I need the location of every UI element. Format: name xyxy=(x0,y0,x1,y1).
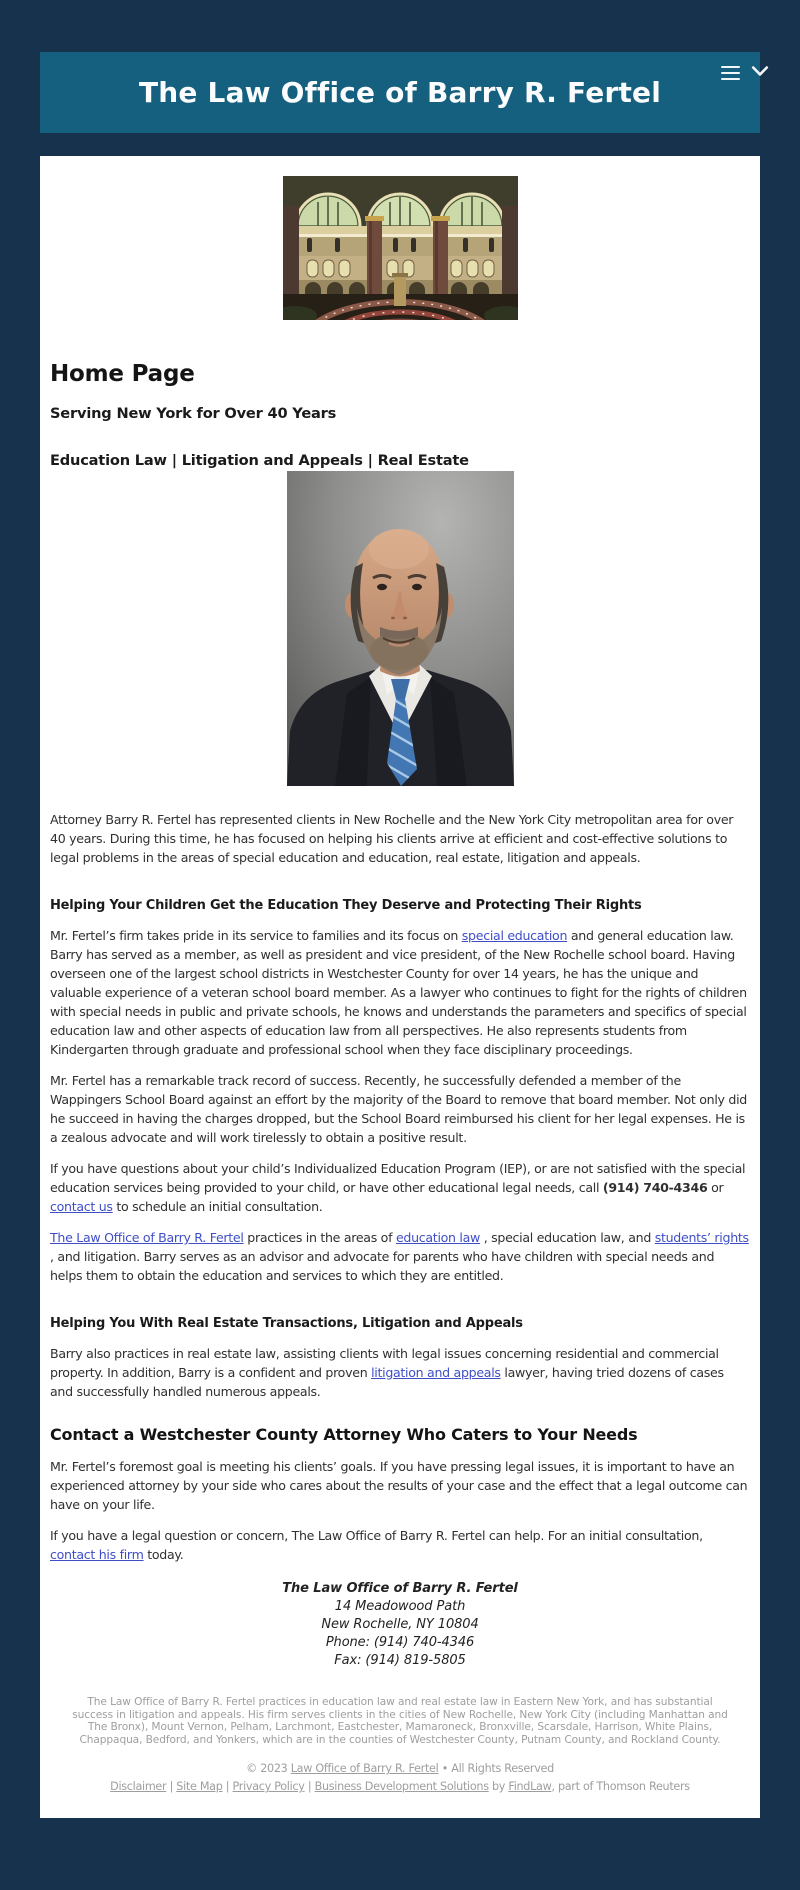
contact-section-heading: Contact a Westchester County Attorney Who Caters to Your Needs xyxy=(50,1425,638,1444)
firm-name: The Law Office of Barry R. Fertel xyxy=(282,1581,518,1596)
privacy-policy-link[interactable]: Privacy Policy xyxy=(232,1780,305,1794)
main-content xyxy=(40,156,760,1818)
text-run: If you have questions about your child’s Individualized Education Program (IEP), or are not satisfied with the special education services being provided to your child, or have other educational legal needs, call xyxy=(50,1161,746,1195)
text-run: Attorney Barry R. Fertel has represented clients in New Rochelle and the New York City metropolitan area for over 40 years. During this time, he has focused on helping his clients arrive at efficient and cost-effective solutions to legal problems in the areas of special education and education, real estate, litigation and appeals. xyxy=(50,812,734,865)
text-run: and general education law. Barry has served as a member, as well as president and vice president, of the New Rochelle school board. Having overseen one of the largest school districts in Westchester County for over 14 years, he has the unique and valuable experience of a veteran school board member. As a lawyer who continues to fight for the rights of children with special needs in public and private schools, he knows and understands the parameters and specifics of special education law and other aspects of education law from all perspectives. He also represents students from Kindergarten through graduate and professional school when they face disciplinary proceedings. xyxy=(50,928,747,1057)
hamburger-menu-icon xyxy=(721,66,740,81)
disclaimer-link[interactable]: Disclaimer xyxy=(110,1780,167,1794)
text-run: Mr. Fertel has a remarkable track record of success. Recently, he successfully defended a member of the Wappingers School Board against an effort by the majority of the Board to remove that board member. Not only did he succeed in having the charges dropped, but the School Board reimbursed his client for her legal expenses. He is a zealous advocate and will work tirelessly to obtain a positive result. xyxy=(50,1073,747,1145)
text-run: (914) 740-4346 xyxy=(602,1180,708,1195)
text-run: Mr. Fertel’s firm takes pride in its service to families and its focus on xyxy=(50,928,462,943)
contact-address-block xyxy=(50,1580,750,1670)
text-run: or xyxy=(707,1180,724,1195)
hamburger-bar xyxy=(721,78,740,81)
practice-areas-paragraph xyxy=(50,1228,750,1285)
footer-disclaimer: The Law Office of Barry R. Fertel practices in education law and real estate law in Eastern New York, and has substantial success in litigation and appeals. His firm serves clients in the cities of New Rochelle, New York City (including Manhattan and The Bronx), Mount Vernon, Pelham, Larchmont, Eastchester, Mamaroneck, Bronxville, Scarsdale, Harrison, White Plains, Chappaqua, Bedford, and Yonkers, which are in the counties of Westchester County, Putnam County, and Rockland County. xyxy=(72,1696,728,1746)
special-education-link[interactable]: special education xyxy=(461,928,568,943)
copyright-firm-link[interactable]: Law Office of Barry R. Fertel xyxy=(290,1762,439,1776)
copyright-line xyxy=(50,1762,750,1776)
text-run: today. xyxy=(143,1547,184,1562)
text-run: , and litigation. Barry serves as an advisor and advocate for parents who have children with special needs and helps them to obtain the education and services to which they are entitled. xyxy=(50,1249,715,1283)
education-law-link[interactable]: education law xyxy=(395,1230,481,1245)
track-record-paragraph xyxy=(50,1071,750,1147)
real-estate-paragraph xyxy=(50,1344,750,1401)
consultation-paragraph xyxy=(50,1526,750,1564)
footer-links-line xyxy=(50,1780,750,1794)
text-run: lawyer, having tried dozens of cases and successfully handled numerous appeals. xyxy=(50,1365,724,1399)
findlaw-link[interactable]: FindLaw xyxy=(508,1780,552,1794)
fax-number: Fax: (914) 819-5805 xyxy=(334,1653,466,1668)
tagline: Serving New York for Over 40 Years xyxy=(50,405,337,422)
chevron-down-icon xyxy=(751,65,769,78)
iep-paragraph xyxy=(50,1159,750,1216)
address-street: 14 Meadowood Path xyxy=(334,1599,466,1614)
collapse-header-button[interactable] xyxy=(749,63,771,83)
practice-areas-line: Education Law | Litigation and Appeals | Real Estate xyxy=(50,452,469,469)
text-run: , part of Thomson Reuters xyxy=(551,1780,690,1794)
education-section-heading: Helping Your Children Get the Education They Deserve and Protecting Their Rights xyxy=(50,898,642,913)
top-navigation-bar xyxy=(719,60,771,86)
site-header xyxy=(40,52,760,133)
text-run: practices in the areas of xyxy=(243,1230,396,1245)
courtroom-image xyxy=(283,176,518,320)
address-city: New Rochelle, NY 10804 xyxy=(321,1617,479,1632)
text-run: by xyxy=(488,1780,509,1794)
firm-name-link[interactable]: The Law Office of Barry R. Fertel xyxy=(50,1230,244,1245)
page-title: Home Page xyxy=(50,361,195,387)
site-map-link[interactable]: Site Map xyxy=(176,1780,223,1794)
real-estate-section-heading: Helping You With Real Estate Transactions, Litigation and Appeals xyxy=(50,1316,523,1331)
attorney-portrait-illustration xyxy=(287,471,514,786)
text-run: Mr. Fertel’s foremost goal is meeting his clients’ goals. If you have pressing legal issues, it is important to have an experienced attorney by your side who cares about the results of your case and the effect that a legal outcome can have on your life. xyxy=(50,1459,748,1512)
hamburger-bar xyxy=(721,72,740,75)
intro-paragraph xyxy=(50,810,750,867)
phone-number: Phone: (914) 740-4346 xyxy=(325,1635,475,1650)
text-run: Barry also practices in real estate law, assisting clients with legal issues concerning residential and commercial property. In addition, Barry is a confident and proven xyxy=(50,1346,719,1380)
contact-us-link[interactable]: contact us xyxy=(50,1199,113,1214)
students-rights-link[interactable]: students’ rights xyxy=(654,1230,749,1245)
education-paragraph xyxy=(50,926,750,1059)
text-run: , special education law, and xyxy=(480,1230,655,1245)
courtroom-illustration xyxy=(283,176,518,320)
text-run: If you have a legal question or concern, The Law Office of Barry R. Fertel can help. For an initial consultation, xyxy=(50,1528,703,1543)
attorney-portrait xyxy=(287,471,514,786)
business-development-solutions-link[interactable]: Business Development Solutions xyxy=(314,1780,489,1794)
text-run: | xyxy=(222,1780,233,1794)
text-run: | xyxy=(166,1780,177,1794)
menu-button[interactable] xyxy=(719,60,742,86)
hamburger-bar xyxy=(721,66,740,69)
text-run: to schedule an initial consultation. xyxy=(112,1199,323,1214)
text-run: • All Rights Reserved xyxy=(438,1762,554,1776)
litigation-appeals-link[interactable]: litigation and appeals xyxy=(371,1365,501,1380)
text-run: © 2023 xyxy=(246,1762,291,1776)
goals-paragraph xyxy=(50,1457,750,1514)
text-run: | xyxy=(304,1780,315,1794)
contact-his-firm-link[interactable]: contact his firm xyxy=(50,1547,144,1562)
site-title: The Law Office of Barry R. Fertel xyxy=(138,76,662,109)
